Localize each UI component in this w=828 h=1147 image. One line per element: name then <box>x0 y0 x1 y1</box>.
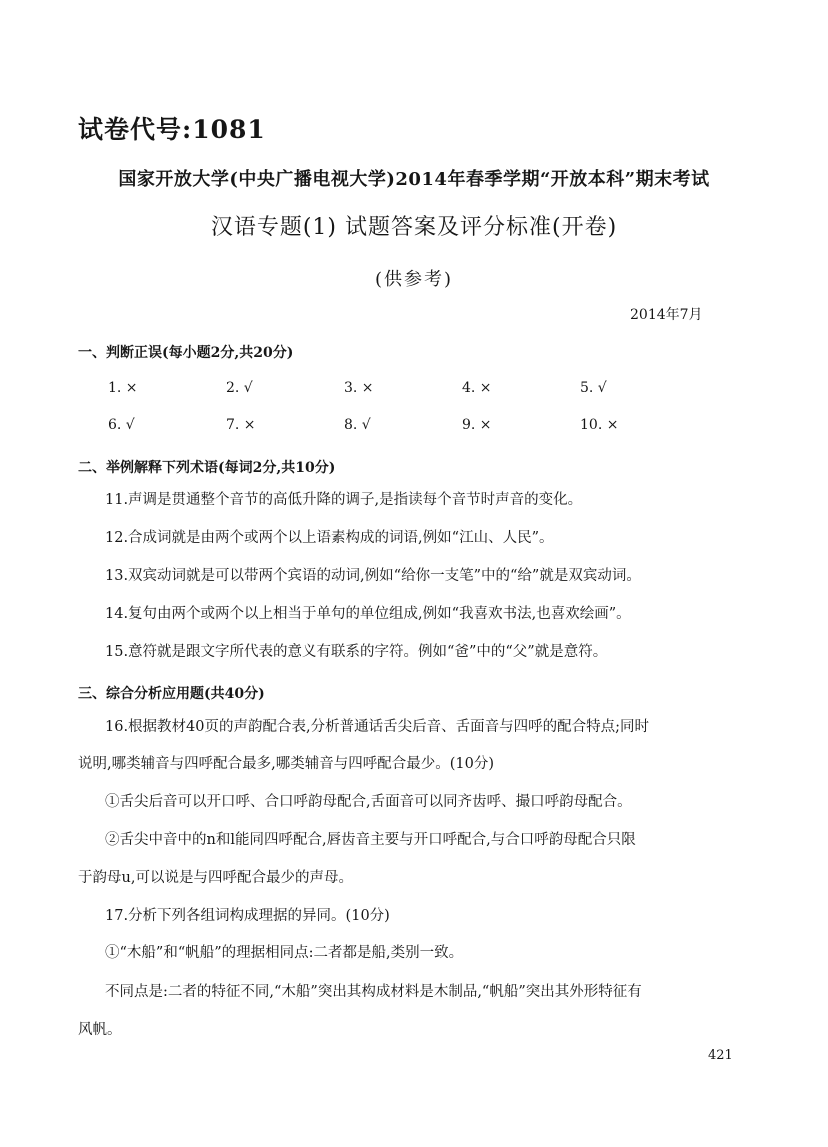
question-17-answer-2-line-1: 不同点是:二者的特征不同,“木船”突出其构成材料是木制品,“帆船”突出其外形特征有 <box>105 984 642 1000</box>
term-answer-11: 11.声调是贯通整个音节的高低升降的调子,是指读每个音节时声音的变化。 <box>105 492 583 508</box>
exam-institution-heading: 国家开放大学(中央广播电视大学)2014年春季学期“开放本科”期末考试 <box>118 169 710 190</box>
answer-3: 3. × <box>344 380 374 396</box>
section-1-heading: 一、判断正误(每小题2分,共20分) <box>78 345 294 361</box>
exam-date: 2014年7月 <box>630 307 703 323</box>
question-16-answer-2-line-2: 于韵母u,可以说是与四呼配合最少的声母。 <box>78 870 353 886</box>
question-17-answer-2-line-2: 风帆。 <box>78 1022 122 1038</box>
term-answer-13: 13.双宾动词就是可以带两个宾语的动词,例如“给你一支笔”中的“给”就是双宾动词。 <box>105 568 641 584</box>
answer-8: 8. √ <box>344 417 371 433</box>
section-2-heading: 二、举例解释下列术语(每词2分,共10分) <box>78 460 336 476</box>
exam-code: 试卷代号:1081 <box>78 115 266 144</box>
answer-5: 5. √ <box>580 380 607 396</box>
answer-6: 6. √ <box>108 417 135 433</box>
answer-10: 10. × <box>580 417 619 433</box>
answer-9: 9. × <box>462 417 492 433</box>
page-title: 汉语专题(1) 试题答案及评分标准(开卷) <box>210 215 618 240</box>
answer-1: 1. × <box>108 380 138 396</box>
question-17: 17.分析下列各组词构成理据的异同。(10分) <box>105 908 390 924</box>
question-16-answer-1: ①舌尖后音可以开口呼、合口呼韵母配合,舌面音可以同齐齿呼、撮口呼韵母配合。 <box>105 794 632 810</box>
question-17-answer-1: ①“木船”和“帆船”的理据相同点:二者都是船,类别一致。 <box>105 945 464 961</box>
term-answer-14: 14.复句由两个或两个以上相当于单句的单位组成,例如“我喜欢书法,也喜欢绘画”。 <box>105 606 631 622</box>
answer-7: 7. × <box>226 417 256 433</box>
page-subtitle: (供参考) <box>374 269 454 290</box>
answer-4: 4. × <box>462 380 492 396</box>
question-16-line-2: 说明,哪类辅音与四呼配合最多,哪类辅音与四呼配合最少。(10分) <box>78 756 494 772</box>
section-3-heading: 三、综合分析应用题(共40分) <box>78 686 265 702</box>
page-number: 421 <box>708 1048 733 1063</box>
term-answer-15: 15.意符就是跟文字所代表的意义有联系的字符。例如“爸”中的“父”就是意符。 <box>105 644 608 660</box>
question-16-line-1: 16.根据教材40页的声韵配合表,分析普通话舌尖后音、舌面音与四呼的配合特点;同时 <box>105 719 650 735</box>
answer-2: 2. √ <box>226 380 253 396</box>
question-16-answer-2-line-1: ②舌尖中音中的n和l能同四呼配合,唇齿音主要与开口呼配合,与合口呼韵母配合只限 <box>105 832 636 848</box>
term-answer-12: 12.合成词就是由两个或两个以上语素构成的词语,例如“江山、人民”。 <box>105 530 554 546</box>
